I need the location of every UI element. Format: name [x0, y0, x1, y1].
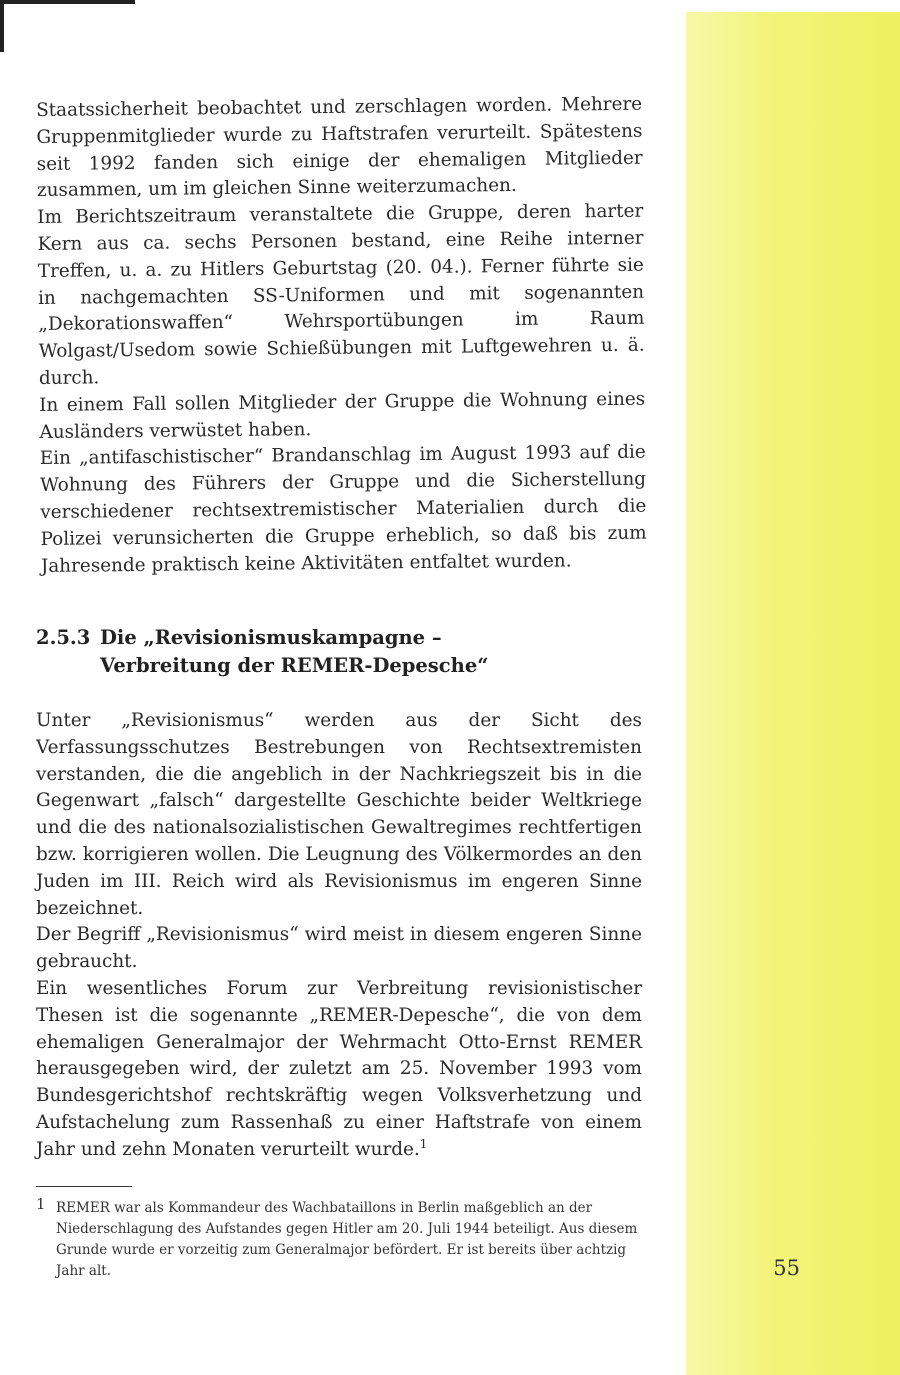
crop-mark-top	[0, 0, 135, 14]
footnote-reference[interactable]: 1	[419, 1136, 428, 1151]
footnote	[36, 1195, 642, 1282]
section-number: 2.5.3	[36, 626, 91, 649]
body-text-block-2	[36, 708, 642, 1164]
footnote-number: 1	[36, 1195, 46, 1213]
paragraph: Ein „antifaschistischer“ Brandanschlag im August 1993 auf die Wohnung des Führers der Gruppe und die Sicherstellung verschiedener rechtsextremistischer Materialien durch die Polizei verunsicherten die Gruppe erheblich, so daß bis zum Jahresende praktisch keine Aktivitäten entfaltet wurden.	[39, 441, 647, 577]
crop-mark-left	[0, 0, 5, 52]
paragraph: Im Berichtszeitraum veranstaltete die Gruppe, deren harter Kern aus ca. sechs Personen bestand, eine Reihe interner Treffen, u. a. zu Hitlers Geburtstag (20. 04.). Ferner führte sie in nachgemachten SS-Uniformen und mit sogenannten „Dekorationswaffen“ Wehrsportübungen im Raum Wolgast/Usedom sowie Schießübungen mit Luftgewehren u. ä. durch.	[37, 200, 645, 389]
footnote-divider	[36, 1186, 132, 1187]
body-text-block-1	[36, 92, 647, 581]
section-heading	[36, 624, 636, 680]
section-title-line-2: Verbreitung der REMER-Depesche“	[100, 654, 489, 677]
paragraph-text: Ein wesentliches Forum zur Verbreitung revisionistischer Thesen ist die sogenannte „REMER-Depesche“, die von dem ehemaligen Generalmajor der Wehrmacht Otto-Ernst REMER herausgegeben wird, der zuletzt am 25. November 1993 vom Bundesgerichtshof rechtskräftig wegen Volksverhetzung und Aufstachelung zum Rassenhaß zu einer Haftstrafe von einem Jahr und zehn Monaten verurteilt wurde.	[36, 977, 642, 1160]
yellow-margin-band	[686, 12, 900, 1375]
paragraph: In einem Fall sollen Mitglieder der Gruppe die Wohnung eines Ausländers verwüstet haben.	[39, 388, 646, 443]
section-title-line-1: Die „Revisionismuskampagne –	[100, 626, 442, 649]
paragraph: Staatssicherheit beobachtet und zerschlagen worden. Mehrere Gruppenmitglieder wurde zu Haftstrafen verurteilt. Spätestens seit 1992 fanden sich einige der ehemaligen Mitglieder zusammen, um im gleichen Sinne weiterzumachen.	[36, 93, 643, 202]
footnote-text: REMER war als Kommandeur des Wachbataillons in Berlin maßgeblich an der Niederschlagung des Aufstandes gegen Hitler am 20. Juli 1944 beteiligt. Aus diesem Grunde wurde er vorzeitig zum Generalmajor befördert. Er ist bereits über achtzig Jahr alt.	[56, 1200, 638, 1279]
paragraph: Unter „Revisionismus“ werden aus der Sicht des Verfassungsschutzes Bestrebungen von Rechtsextremisten verstanden, die die angeblich in der Nachkriegszeit bis in die Gegenwart „falsch“ dargestellte Geschichte beider Weltkriege und die des nationalsozialistischen Gewaltregimes rechtfertigen bzw. korrigieren wollen. Die Leugnung des Völkermordes an den Juden im III. Reich wird als Revisionismus im engeren Sinne bezeichnet.	[36, 710, 642, 919]
paragraph: Der Begriff „Revisionismus“ wird meist in diesem engeren Sinne gebraucht.	[36, 924, 642, 973]
page-number: 55	[773, 1256, 800, 1280]
paragraph	[36, 976, 642, 1164]
